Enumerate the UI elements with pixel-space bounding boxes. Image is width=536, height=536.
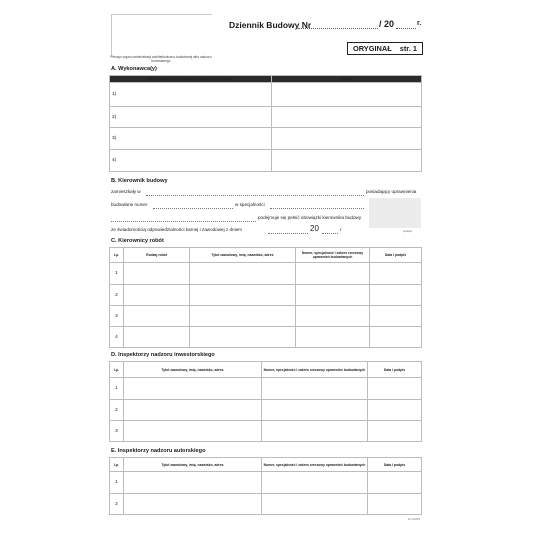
- table-cell[interactable]: [296, 285, 370, 306]
- row-number: 4): [110, 150, 272, 172]
- column-header: Lp.: [110, 248, 124, 263]
- table-cell[interactable]: [124, 306, 190, 327]
- table-cell[interactable]: [190, 327, 296, 348]
- author-inspectors-table: [109, 457, 422, 515]
- address-cell[interactable]: [272, 107, 422, 128]
- section-a-title: A. Wykonawca(y): [111, 66, 157, 72]
- row-number: 1: [110, 472, 124, 494]
- start-year-field[interactable]: [322, 233, 338, 234]
- table-cell[interactable]: [262, 421, 368, 442]
- start-year-prefix: 20: [310, 224, 319, 233]
- table-row: [110, 306, 422, 327]
- column-header: IMIĘ I NAZWISKO LUB NAZWA (FIRMA) WYKONAWCY: [110, 76, 272, 83]
- row-number: 1: [110, 263, 124, 285]
- section-c-title: C. Kierownicy robót: [111, 238, 164, 244]
- year-prefix: / 20: [379, 19, 395, 29]
- table-row: [110, 378, 422, 400]
- table-cell[interactable]: [370, 327, 422, 348]
- row-number: 3: [110, 306, 124, 327]
- row-number: 3): [110, 128, 272, 150]
- table-cell[interactable]: [368, 494, 422, 515]
- column-header: Numer, specjalność i zakres rzeczowy uprawnień budowlanych: [262, 458, 368, 472]
- table-cell[interactable]: [124, 421, 262, 442]
- table-row: [110, 107, 422, 128]
- license-number-label: budowlane numer: [111, 202, 148, 207]
- section-e-title: E. Inspektorzy nadzoru autorskiego: [111, 448, 206, 454]
- specialty-field[interactable]: [270, 208, 364, 209]
- table-cell[interactable]: [262, 472, 368, 494]
- table-cell[interactable]: [370, 306, 422, 327]
- start-date-field[interactable]: [268, 233, 308, 234]
- specialty-label: w specjalności: [235, 202, 265, 207]
- stamp-box: [111, 14, 212, 57]
- table-cell[interactable]: [124, 327, 190, 348]
- table-cell[interactable]: [124, 285, 190, 306]
- table-cell[interactable]: [124, 494, 262, 515]
- stamp-caption: Pieczęć organu administracji architektoniczno-budowlanej albo nadzoru budowlanego: [110, 55, 212, 63]
- table-cell[interactable]: [368, 400, 422, 421]
- row-number: 2: [110, 400, 124, 421]
- column-header: Rodzaj robót: [124, 248, 190, 263]
- table-row: [110, 263, 422, 285]
- license-number-field[interactable]: [153, 208, 233, 209]
- residence-label: zamieszkały w: [111, 189, 141, 194]
- residence-field[interactable]: [146, 195, 364, 196]
- table-cell[interactable]: [190, 306, 296, 327]
- column-header: Tytuł zawodowy, imię, nazwisko, adres: [124, 458, 262, 472]
- table-cell[interactable]: [190, 263, 296, 285]
- column-header: Numer, specjalność i zakres rzeczowy uprawnień budowlanych: [262, 362, 368, 378]
- contractors-table-body: [109, 82, 422, 172]
- table-row: [110, 472, 422, 494]
- table-cell[interactable]: [124, 263, 190, 285]
- address-cell[interactable]: [272, 128, 422, 150]
- column-header: Tytuł zawodowy, imię, nazwisko, adres: [124, 362, 262, 378]
- year-suffix: r.: [417, 20, 422, 27]
- table-row: [110, 285, 422, 306]
- table-cell[interactable]: [262, 400, 368, 421]
- row-number: 2): [110, 107, 272, 128]
- table-cell[interactable]: [124, 378, 262, 400]
- column-header: Data i podpis: [370, 248, 422, 263]
- row-number: 4: [110, 327, 124, 348]
- duty-statement: podejmuje się pełnić obowiązki kierownika budowy: [258, 215, 362, 220]
- signature-box[interactable]: [369, 198, 421, 228]
- row-number: 2: [110, 494, 124, 515]
- table-cell[interactable]: [296, 263, 370, 285]
- address-cell[interactable]: [272, 150, 422, 172]
- column-header: Data i podpis: [368, 362, 422, 378]
- specialty-continued-field[interactable]: [111, 221, 256, 222]
- table-row: [110, 83, 422, 107]
- table-cell[interactable]: [124, 472, 262, 494]
- section-b-title: B. Kierownik budowy: [111, 178, 168, 184]
- original-label: ORYGINAŁ: [353, 44, 392, 53]
- table-row: [110, 421, 422, 442]
- column-header: Tytuł zawodowy, imię, nazwisko, adres: [190, 248, 296, 263]
- section-d-title: D. Inspektorzy nadzoru inwestorskiego: [111, 352, 215, 358]
- form-code: D-1/2007: [408, 517, 421, 521]
- table-row: [110, 400, 422, 421]
- page-label: str. 1: [399, 44, 417, 53]
- start-year-suffix: r.: [340, 227, 343, 232]
- table-row: [110, 128, 422, 150]
- table-cell[interactable]: [368, 421, 422, 442]
- year-field[interactable]: [396, 28, 416, 29]
- table-cell[interactable]: [368, 378, 422, 400]
- column-header: Numer, specjalność i zakres rzeczowy uprawnień budowlanych: [296, 248, 370, 263]
- original-page-box: [347, 42, 423, 55]
- table-cell[interactable]: [368, 472, 422, 494]
- address-cell[interactable]: [272, 83, 422, 107]
- table-cell[interactable]: [370, 285, 422, 306]
- row-number: 3: [110, 421, 124, 442]
- row-number: 2: [110, 285, 124, 306]
- table-row: [110, 494, 422, 515]
- table-cell[interactable]: [190, 285, 296, 306]
- table-cell[interactable]: [296, 306, 370, 327]
- column-header: Lp.: [110, 458, 124, 472]
- liability-statement: ze świadomością odpowiedzialności karnej i zawodowej z dniem: [111, 227, 242, 232]
- column-header: ADRES: [272, 76, 422, 83]
- journal-number-field[interactable]: [298, 28, 378, 29]
- signature-caption: podpis: [403, 229, 412, 233]
- table-row: [110, 327, 422, 348]
- column-header: Data i podpis: [368, 458, 422, 472]
- table-cell[interactable]: [262, 378, 368, 400]
- table-cell[interactable]: [262, 494, 368, 515]
- document-title: Dziennik Budowy Nr: [229, 20, 312, 30]
- works-managers-table: [109, 247, 422, 348]
- column-header: Lp.: [110, 362, 124, 378]
- table-cell[interactable]: [370, 263, 422, 285]
- table-row: [110, 150, 422, 172]
- table-cell[interactable]: [124, 400, 262, 421]
- row-number: 1): [110, 83, 272, 107]
- investor-inspectors-table: [109, 361, 422, 442]
- row-number: 1: [110, 378, 124, 400]
- table-cell[interactable]: [296, 327, 370, 348]
- qualifications-label: posiadający uprawnienia: [366, 189, 417, 194]
